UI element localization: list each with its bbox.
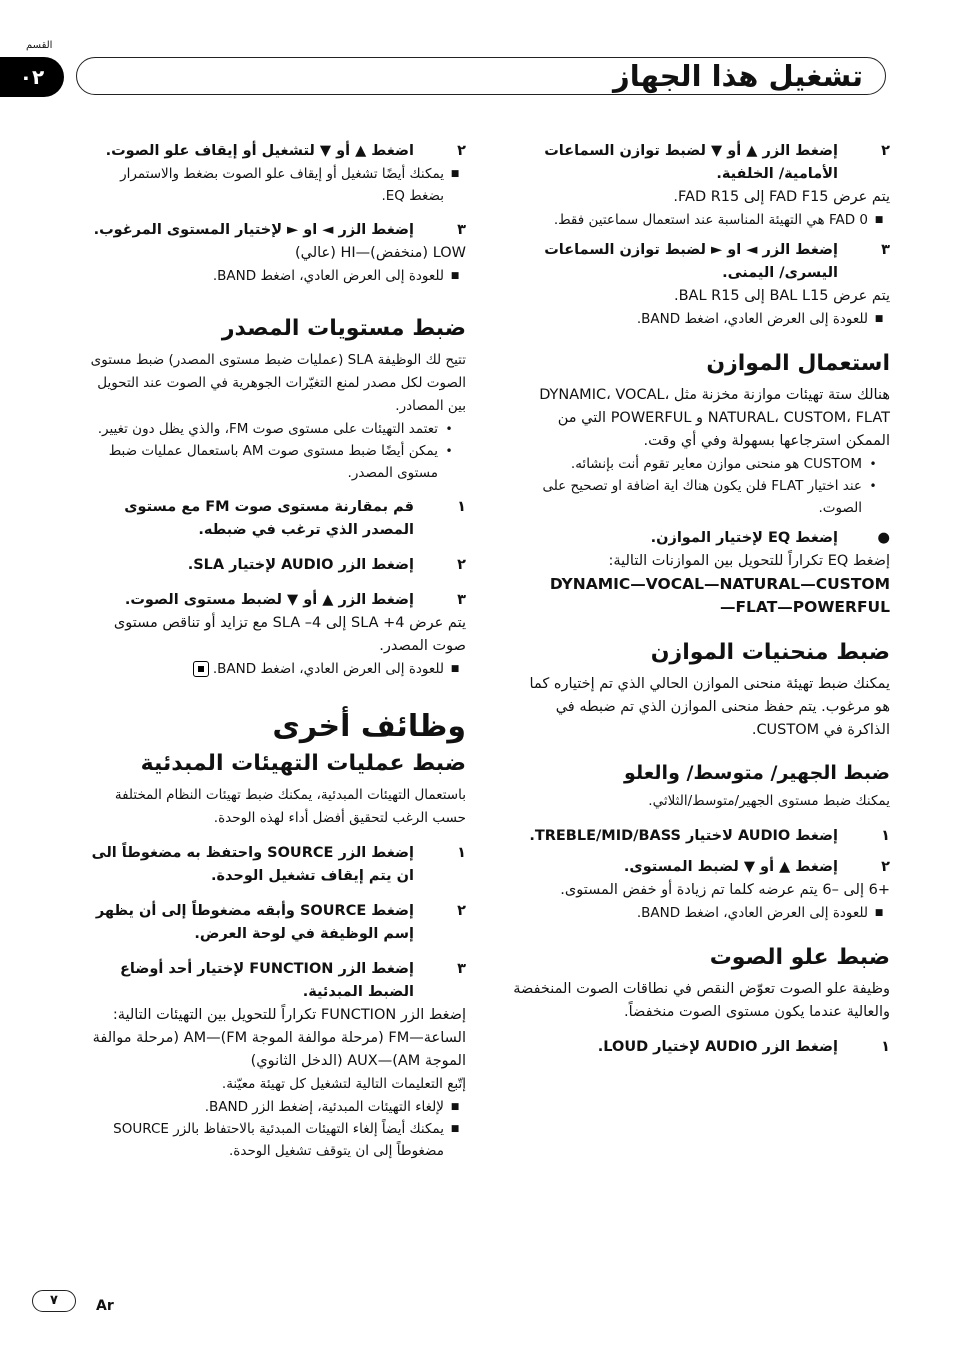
step-number: ٢ (881, 859, 890, 875)
page-number: ٧ (32, 1290, 76, 1312)
section-heading: ضبط علو الصوت (709, 945, 890, 970)
chapter-heading: وظائف أخرى (272, 709, 466, 744)
list-item (512, 902, 890, 924)
step-number: ١ (881, 828, 890, 844)
init-intro: باستعمال التهيئات المبدئية، يمكنك ضبط تهيئات النظام المختلفة حسب الرغب لتحقيق أفضل أداء لهذه الوحدة. (114, 787, 466, 826)
square-bullet-icon: ■ (450, 1124, 460, 1134)
step-text: إضغط SOURCE وأبقه مضغوطاً إلى أن يظهر إسم الوظيفة في لوحة العرض. (95, 903, 414, 942)
loud-step-2 (82, 140, 466, 163)
fader-range: يتم عرض FAD F15 إلى FAD R15. (673, 189, 890, 205)
bullet-text (82, 658, 444, 680)
loud-body: وظيفة علو الصوت تعوّض النقص في نطاقات الصوت المنخفضة والعالية عندما يكون مستوى الصوت منخفضاً. (513, 981, 890, 1020)
square-bullet-icon: ■ (450, 169, 460, 179)
tmb-body: يمكنك ضبط مستوى الجهير/متوسط/الثلاثي. (648, 793, 890, 809)
list-item (82, 1096, 466, 1118)
square-bullet-icon: ■ (874, 314, 884, 324)
list-item (82, 265, 466, 287)
bullet-text-content: للعودة إلى العرض العادي، اضغط BAND. (212, 661, 444, 677)
bullet-text: للعودة إلى العرض العادي، اضغط BAND. (212, 268, 444, 284)
step-number: ٣ (457, 592, 466, 608)
step-text: إضغط الزر ◄ او ► لضبط توازن السماعات اليسرى/ اليمنى. (544, 242, 838, 281)
list-item (82, 658, 466, 680)
tmb-step-2 (512, 856, 890, 879)
list-item (512, 453, 890, 475)
list-item (82, 440, 466, 484)
bullet-text: يمكنك أيضاً إلغاء التهيئات المبدئية بالاحتفاظ بالزر SOURCE مضغوطاً إلى ان يتوقف تشغيل الوحدة. (113, 1121, 444, 1159)
eq-select-step (512, 527, 890, 550)
header-bar (76, 57, 886, 95)
balance-step (512, 239, 890, 285)
eq-intro: هنالك ستة تهيئات موازنة مخزنة مثل DYNAMIC، VOCAL، NATURAL، CUSTOM، FLAT و POWERFUL التي من الممكن استرجاعها بسهولة وفي أي وقت. (539, 387, 890, 449)
loud-step-3 (82, 219, 466, 242)
loud-levels: LOW (منخفض)—HI (عالي) (294, 245, 466, 261)
sla-step-1 (82, 496, 466, 542)
sla-step-2 (82, 554, 466, 577)
init-step-2 (82, 900, 466, 946)
loud-step-1 (512, 1036, 890, 1059)
balance-range: يتم عرض BAL L15 إلى BAL R15. (673, 288, 890, 304)
dot-bullet-icon: • (869, 479, 877, 493)
tmb-step-1 (512, 825, 890, 848)
step-text: إضغط AUDIO لاختيار TREBLE/MID/BASS. (529, 828, 838, 844)
sla-range: يتم عرض SLA +4 إلى SLA –4 مع تزايد أو تناقص مستوى صوت المصدر. (113, 615, 466, 654)
bullet-text: FAD 0 هي التهيئة المناسبة عند استعمال سماعتين فقط. (553, 212, 868, 228)
step-bullet-icon: ● (877, 530, 890, 546)
step-text: إضغط الزر AUDIO لإختيار LOUD. (597, 1039, 838, 1055)
step-text: إضغط الزر ◄ او ► لإختيار المستوى المرغوب. (93, 222, 414, 238)
list-item (512, 475, 890, 519)
list-item (82, 163, 466, 207)
step-number: ٣ (457, 961, 466, 977)
step-text: إضغط الزر ▲ أو ▼ لضبط مستوى الصوت. (124, 592, 414, 608)
left-column (82, 140, 466, 1162)
dot-bullet-icon: • (869, 457, 877, 471)
step-text: إضغط الزر AUDIO لإختيار SLA. (187, 557, 414, 573)
step-number: ١ (457, 845, 466, 861)
end-of-section-icon (193, 661, 209, 677)
step-text: إضغط EQ لإختيار الموازن. (650, 530, 838, 546)
list-item (512, 308, 890, 330)
bullet-text: عند اختيار FLAT فلن يكون هناك اية اضافة او تصحيح على الصوت. (542, 478, 862, 516)
step-text: إضغط ▲ أو ▼ لضبط المستوى. (623, 859, 838, 875)
eq-list-line: DYNAMIC—VOCAL—NATURAL—CUSTOM (549, 575, 890, 593)
list-item (512, 209, 890, 231)
right-column (512, 140, 890, 1059)
section-heading: ضبط الجهير/ متوسط/ والعلو (624, 762, 890, 784)
section-heading: ضبط مستويات المصدر (221, 316, 466, 341)
step-text: إضغط الزر SOURCE واحتفظ به مضغوطاً الى ان يتم إيقاف تشغيل الوحدة. (91, 845, 414, 884)
language-code: Ar (96, 1298, 114, 1314)
page-title: تشغيل هذا الجهاز (613, 59, 863, 93)
step-text: إضغط الزر FUNCTION لإختيار أحد أوضاع الضبط المبدئية. (120, 961, 414, 1000)
init-body: إضغط الزر FUNCTION تكراراً للتحويل بين التهيئات التالية: الساعة—FM (مرحلة موالفة الموجة FM)—AM (مرحلة موالفة الموجة AM)—AUX (الدخل الثانوي) (92, 1007, 466, 1069)
curve-body: يمكنك ضبط تهيئة منحنى الموازن الحالي الذي تم إختياره كما هو مرغوب. يتم حفظ منحنى الموازن الذي تم ضبطه في الذاكرة في CUSTOM. (529, 676, 890, 738)
square-bullet-icon: ■ (874, 908, 884, 918)
dot-bullet-icon: • (445, 422, 453, 436)
square-bullet-icon: ■ (450, 664, 460, 674)
square-bullet-icon: ■ (450, 1102, 460, 1112)
bullet-text: تعتمد التهيئات على مستوى صوت FM، والذي يظل دون تغيير. (97, 421, 438, 437)
bullet-text: CUSTOM هو منحنى موازن معاير تقوم أنت بإنشائه. (570, 456, 862, 472)
fader-step (512, 140, 890, 186)
step-number: ٢ (881, 143, 890, 159)
dot-bullet-icon: • (445, 444, 453, 458)
section-heading: ضبط منحنيات الموازن (650, 640, 890, 665)
eq-select-body: إضغط EQ تكراراً للتحويل بين الموازنات التالية: (608, 553, 890, 569)
step-number: ٢ (457, 557, 466, 573)
bullet-text: للعودة إلى العرض العادي، اضغط BAND. (636, 905, 868, 921)
sla-step-3 (82, 589, 466, 612)
step-number: ٣ (457, 222, 466, 238)
step-number: ١ (881, 1039, 890, 1055)
square-bullet-icon: ■ (450, 271, 460, 281)
step-text: إضغط الزر ▲ أو ▼ لضبط توازن السماعات الأمامية/ الخلفية. (544, 143, 838, 182)
section-label: القسم (26, 40, 53, 51)
step-number: ١ (457, 499, 466, 515)
sla-intro: تتيح لك الوظيفة SLA (عمليات ضبط مستوى المصدر) ضبط مستوى الصوت لكل مصدر لمنع التغيّرات الجوهرية في الصوت عند التحويل بين المصادر. (90, 352, 466, 414)
list-item (82, 418, 466, 440)
init-step-1 (82, 842, 466, 888)
step-number: ٣ (881, 242, 890, 258)
section-heading: استعمال الموازن (706, 351, 890, 376)
bullet-text: يمكن أيضًا ضبط مستوى صوت AM باستعمال عمليات ضبط مستوى المصدر. (108, 443, 438, 481)
bullet-text: لإلغاء التهيئات المبدئية، إضغط الزر BAND. (204, 1099, 444, 1115)
step-text: اضغط ▲ أو ▼ لتشغيل أو إيقاف علو الصوت. (105, 143, 414, 159)
bullet-text: للعودة إلى العرض العادي، اضغط BAND. (636, 311, 868, 327)
bullet-text: يمكنك أيضًا تشغيل أو إيقاف علو الصوت بضغط والاستمرار بضغط EQ. (120, 166, 444, 204)
init-body-2: إتّبع التعليمات التالية لتشغيل كل تهيئة معيّنة. (221, 1076, 466, 1092)
eq-list-line: —FLAT—POWERFUL (719, 598, 890, 616)
step-text: قم بمقارنة مستوى صوت FM مع مستوى المصدر الذي ترغب في ضبطه. (124, 499, 414, 538)
step-number: ٢ (457, 903, 466, 919)
section-heading: ضبط عمليات التهيئات المبدئية (140, 751, 466, 776)
section-number-tab: ٠٢ (0, 57, 64, 97)
step-number: ٢ (457, 143, 466, 159)
square-bullet-icon: ■ (874, 215, 884, 225)
tmb-range: +6 إلى –6 يتم عرضه كلما تم زيادة أو خفض المستوى. (560, 882, 890, 898)
init-step-3 (82, 958, 466, 1004)
list-item (82, 1118, 466, 1162)
